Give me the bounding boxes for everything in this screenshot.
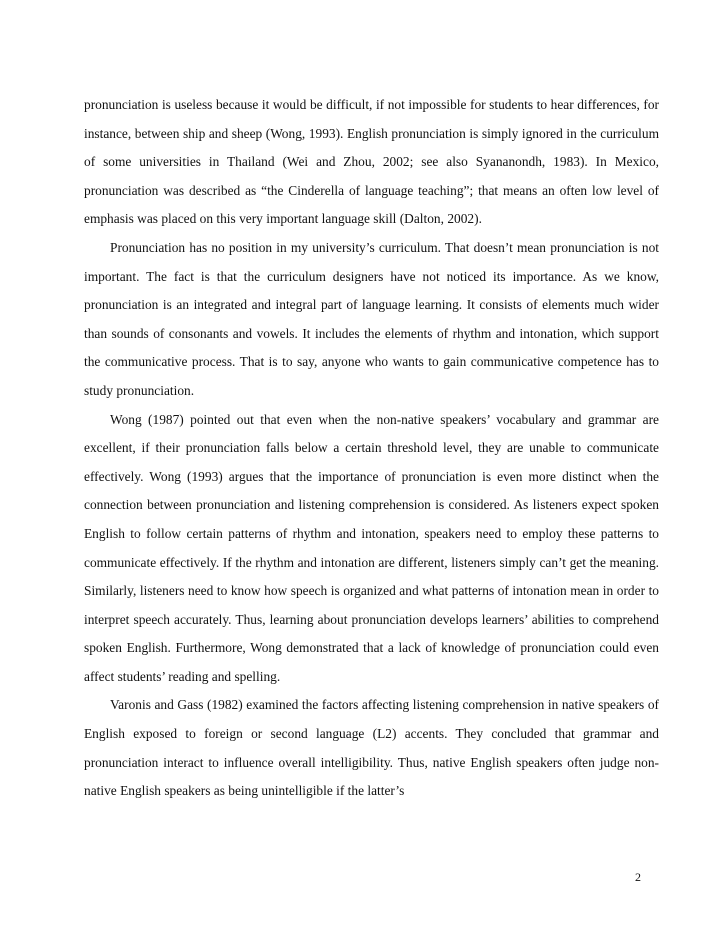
paragraph-3: Wong (1987) pointed out that even when the non-native speakers’ vocabulary and grammar are excellent, if their pronunciation falls below a certain threshold level, they are unable to communicate effectively. Wong (1993) argues that the importance of pronunciation is even more distinct when the connection between pronunciation and listening comprehension is considered. As listeners expect spoken English to follow certain patterns of rhythm and intonation, speakers need to employ these patterns to communicate effectively. If the rhythm and intonation are different, listeners simply can’t get the meaning. Similarly, listeners need to know how speech is organized and what patterns of intonation mean in order to interpret speech accurately. Thus, learning about pronunciation develops learners’ abilities to comprehend spoken English. Furthermore, Wong demonstrated that a lack of knowledge of pronunciation could even affect students’ reading and spelling. [84,411,659,684]
paragraph-4: Varonis and Gass (1982) examined the factors affecting listening comprehension in native speakers of English exposed to foreign or second language (L2) accents. They concluded that grammar and pronunciation interact to influence overall intelligibility. Thus, native English speakers often judge non-native English speakers as being unintelligible if the latter’s [84,697,659,799]
paragraph-1: pronunciation is useless because it would be difficult, if not impossible for students to hear differences, for instance, between ship and sheep (Wong, 1993). English pronunciation is simply ignored in the curriculum of some universities in Thailand (Wei and Zhou, 2002; see also Syananondh, 1983). In Mexico, pronunciation was described as “the Cinderella of language teaching”; that means an often low level of emphasis was placed on this very important language skill (Dalton, 2002). [84,97,659,227]
paragraph-2: Pronunciation has no position in my university’s curriculum. That doesn’t mean pronunciation is not important. The fact is that the curriculum designers have not noticed its importance. As we know, pronunciation is an integrated and integral part of language learning. It consists of elements much wider than sounds of consonants and vowels. It includes the elements of rhythm and intonation, which support the communicative process. That is to say, anyone who wants to gain communicative competence has to study pronunciation. [84,239,659,398]
body-text [84,91,659,806]
page-number: 2 [635,870,641,884]
